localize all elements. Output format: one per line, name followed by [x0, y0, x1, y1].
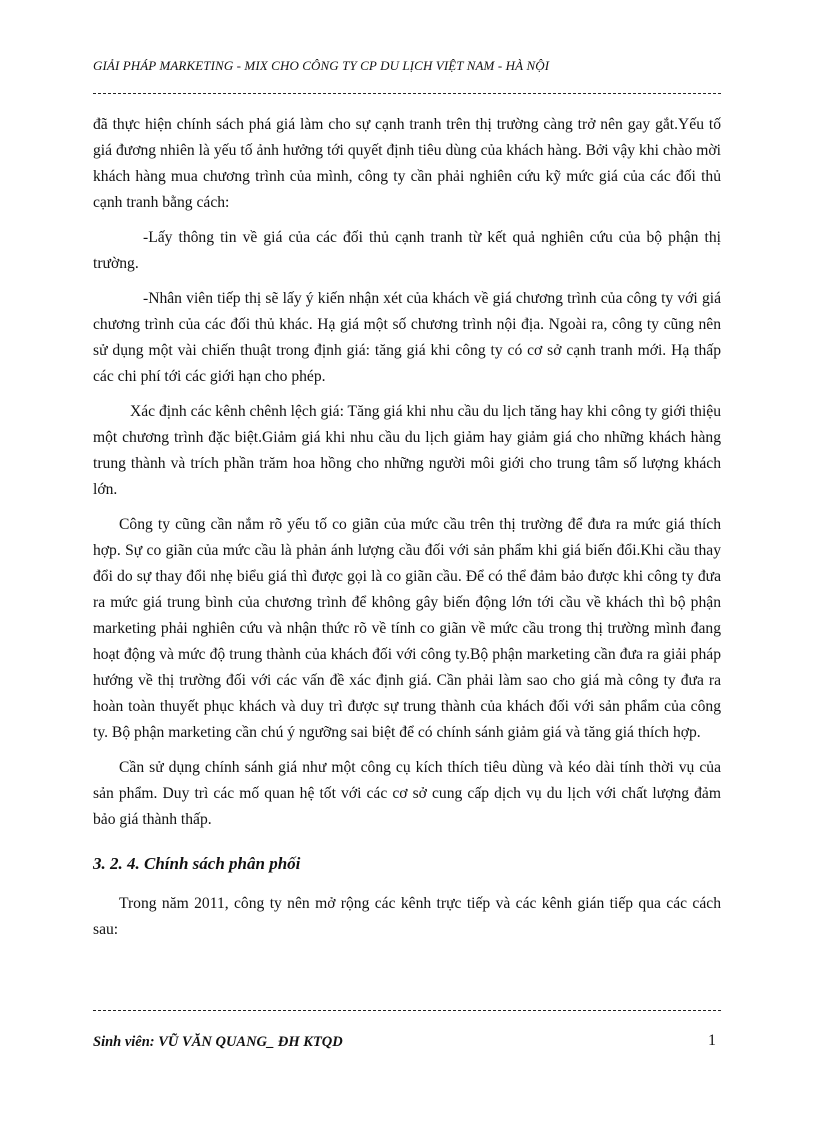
- paragraph-sales-feedback: -Nhân viên tiếp thị sẽ lấy ý kiến nhận xét của khách về giá chương trình của công ty với giá chương trình của các đối thủ khác. Hạ giá một số chương trình nội địa. Ngoài ra, công ty cũng nên sử dụng một vài chiến thuật trong định giá: tăng giá khi công ty có cơ sở cạnh tranh mới. Hạ thấp các chi phí tới các giới hạn cho phép.: [93, 290, 721, 385]
- paragraph-distribution-channels: Trong năm 2011, công ty nên mở rộng các kênh trực tiếp và các kênh gián tiếp qua các cách sau:: [93, 895, 721, 938]
- header-divider: [93, 93, 721, 94]
- footer-author: Sinh viên: VŨ VĂN QUANG_ ĐH KTQD: [93, 1034, 343, 1050]
- page-body: [93, 112, 721, 952]
- footer-divider: [93, 1010, 721, 1011]
- section-heading: 3. 2. 4. Chính sách phân phối: [93, 854, 301, 873]
- paragraph-price-policy-tool: Cần sử dụng chính sánh giá như một công cụ kích thích tiêu dùng và kéo dài tính thời vụ của sản phẩm. Duy trì các mố quan hệ tốt với các cơ sở cung cấp dịch vụ du lịch với chất lượng đảm bảo giá thành thấp.: [93, 759, 721, 828]
- paragraph-market-research: -Lấy thông tin về giá của các đối thủ cạnh tranh từ kết quả nghiên cứu của bộ phận thị trường.: [93, 229, 721, 272]
- paragraph-price-channels: Xác định các kênh chênh lệch giá: Tăng giá khi nhu cầu du lịch tăng hay khi công ty giới thiệu một chương trình đặc biệt.Giảm giá khi nhu cầu du lịch giảm hay giảm giá cho những khách hàng trung thành và trích phần trăm hoa hồng cho những người môi giới cho trung tâm số lượng khách lớn.: [93, 403, 721, 498]
- page-number: 1: [708, 1032, 716, 1049]
- running-header: GIẢI PHÁP MARKETING - MIX CHO CÔNG TY CP DU LỊCH VIỆT NAM - HÀ NỘI: [93, 58, 550, 73]
- paragraph-price-competition: đã thực hiện chính sách phá giá làm cho sự cạnh tranh trên thị trường càng trở nên gay gắt.Yếu tố giá đương nhiên là yếu tố ảnh hưởng tới quyết định tiêu dùng của khách hàng. Bởi vậy khi chào mời khách hàng mua chương trình của mình, công ty cần phải nghiên cứu kỹ mức giá của các đối thủ cạnh tranh bằng cách:: [93, 116, 721, 211]
- paragraph-demand-elasticity: Công ty cũng cần nắm rõ yếu tố co giãn của mức cầu trên thị trường để đưa ra mức giá thích hợp. Sự co giãn của mức cầu là phản ánh lượng cầu đối với sản phẩm khi giá biến đổi.Khi cầu thay đổi do sự thay đổi nhẹ biểu giá thì được gọi là co giãn cầu. Để có thể đảm bảo được khi công ty đưa ra mức giá trung bình của chương trình để không gây biến động lớn tới cầu về khách thì bộ phận marketing phải nghiên cứu và nhận thức rõ về tính co giãn về mức cầu trong thị trường mình đang hoạt động và mức độ trung thành của khách đối với công ty.Bộ phận marketing cần đưa ra giải pháp hướng về thị trường đối với các vấn đề xác định giá. Cần phải làm sao cho giá mà công ty đưa ra hoàn toàn thuyết phục khách và duy trì được sự trung thành của khách đối với sản phẩm của công ty. Bộ phận marketing cần chú ý ngưỡng sai biệt để có chính sánh giảm giá và tăng giá thích hợp.: [93, 516, 721, 741]
